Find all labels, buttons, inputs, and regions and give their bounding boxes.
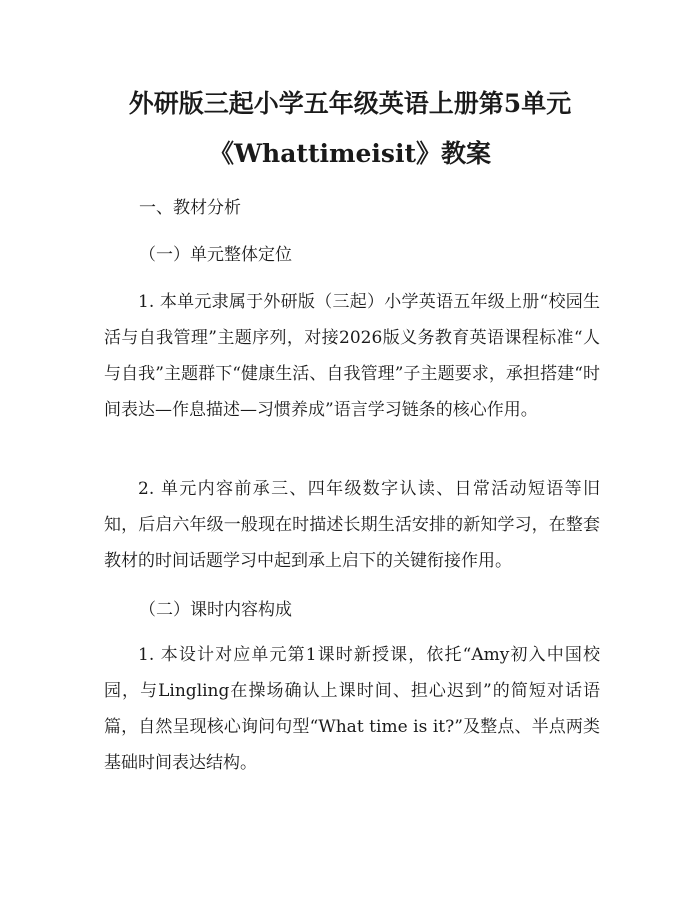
subsection-heading-unit-positioning: （一）单元整体定位 [139, 245, 292, 265]
document-title-line-2: 《Whattimeisit》教案 [208, 139, 492, 168]
paragraph-lesson-content-1: 1. 本设计对应单元第1课时新授课，依托“Amy初入中国校园，与Lingling在操场确认上课时间、担心迟到”的简短对话语篇，自然呈现核心询问句型“What time is it?”及整点、半点两类基础时间表达结构。 [104, 645, 600, 773]
section-heading-textbook-analysis: 一、教材分析 [139, 198, 241, 218]
subsection-heading-lesson-content: （二）课时内容构成 [139, 600, 292, 620]
paragraph-unit-positioning-1: 1. 本单元隶属于外研版（三起）小学英语五年级上册“校园生活与自我管理”主题序列，对接2026版义务教育英语课程标准“人与自我”主题群下“健康生活、自我管理”子主题要求，承担搭建“时间表达—作息描述—习惯养成”语言学习链条的核心作用。 [104, 292, 600, 420]
paragraph-unit-positioning-2: 2. 单元内容前承三、四年级数字认读、日常活动短语等旧知，后启六年级一般现在时描述长期生活安排的新知学习，在整套教材的时间话题学习中起到承上启下的关键衔接作用。 [104, 479, 600, 571]
document-title-line-1: 外研版三起小学五年级英语上册第5单元 [128, 89, 572, 118]
